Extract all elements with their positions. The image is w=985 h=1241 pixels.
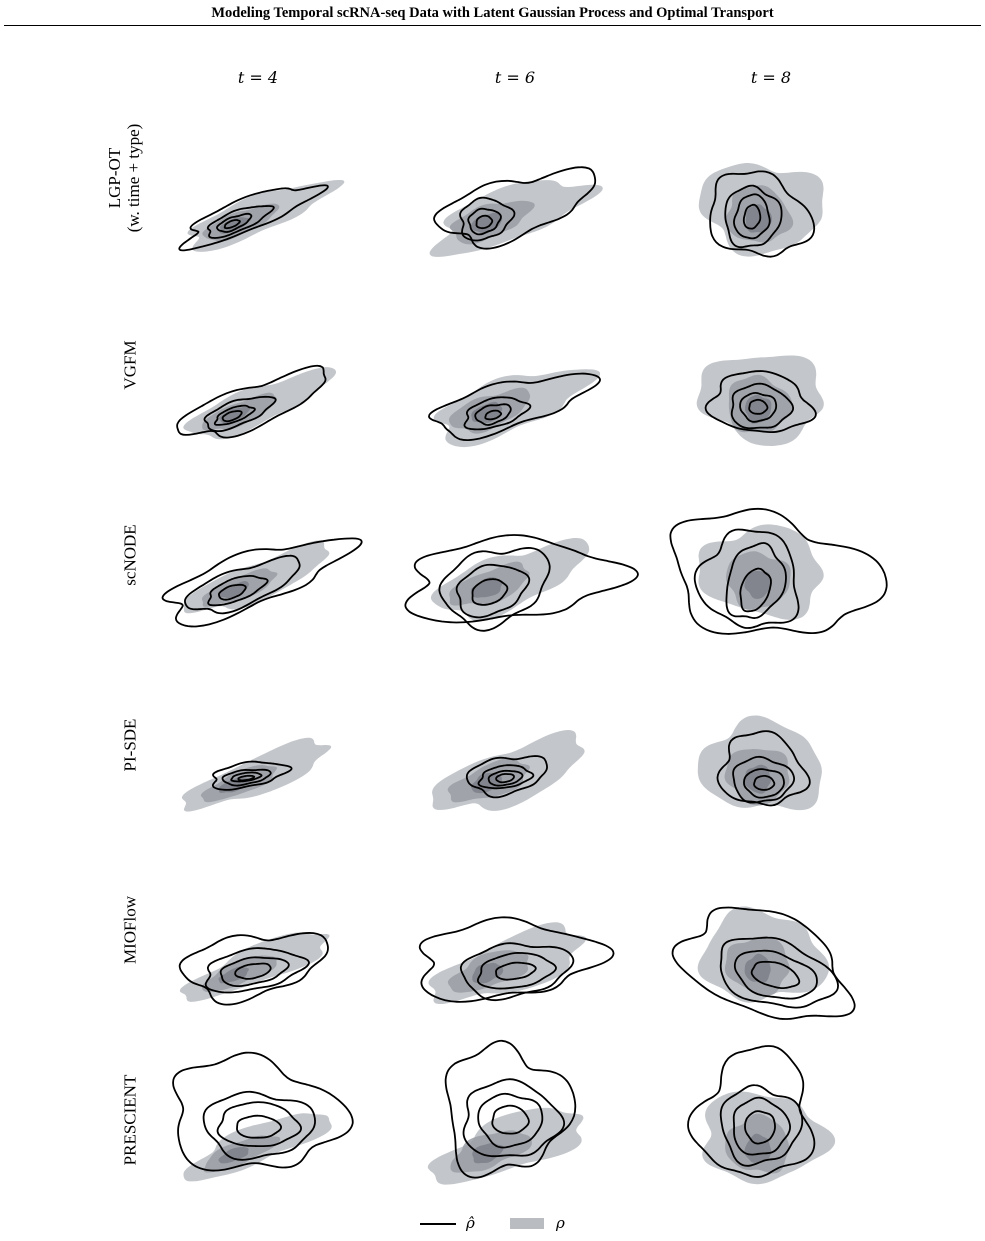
density-panel-pi-sde-t4 (182, 738, 331, 812)
density-panel-lgp-ot-t6 (430, 167, 603, 257)
density-panel-prescient-t4 (173, 1053, 353, 1182)
legend-predicted-swatch (420, 1223, 456, 1225)
density-panel-pi-sde-t6 (432, 730, 585, 811)
density-panel-prescient-t8 (688, 1046, 835, 1184)
column-label-t6: t = 6 (494, 68, 536, 87)
density-panel-scnode-t8 (670, 509, 886, 634)
density-panel-lgp-ot-t4 (179, 180, 344, 252)
density-panel-vgfm-t6 (429, 369, 600, 447)
density-panel-scnode-t6 (405, 535, 638, 631)
running-title: Modeling Temporal scRNA-seq Data with Latent Gaussian Process and Optimal Transport (211, 5, 774, 21)
row-label-line: MIOFlow (120, 895, 140, 965)
row-label-line: LGP-OT (105, 147, 124, 209)
density-panel-pi-sde-t8 (698, 715, 822, 810)
legend-predicted-label: ρ̂ (466, 1214, 475, 1232)
density-panel-lgp-ot-t8 (699, 163, 824, 257)
legend-true-swatch (510, 1218, 544, 1229)
legend (0, 1213, 985, 1235)
density-panel-mioflow-t8 (673, 906, 855, 1019)
row-label-line: (w. time + type) (124, 123, 143, 233)
density-panel-prescient-t6 (428, 1041, 584, 1185)
column-label-t8: t = 8 (750, 68, 792, 87)
column-label-t4: t = 4 (237, 68, 279, 87)
row-label-line: VGFM (120, 340, 140, 390)
row-label-line: PI-SDE (120, 718, 140, 772)
row-label-line: scNODE (120, 524, 140, 586)
density-panel-scnode-t4 (162, 538, 361, 626)
density-panel-vgfm-t4 (177, 366, 336, 439)
density-panel-mioflow-t6 (420, 917, 614, 1004)
row-label-line: PRESCIENT (120, 1074, 140, 1166)
density-panel-vgfm-t8 (697, 355, 824, 445)
legend-true-label: ρ (556, 1214, 565, 1232)
density-panel-mioflow-t4 (180, 932, 330, 1004)
